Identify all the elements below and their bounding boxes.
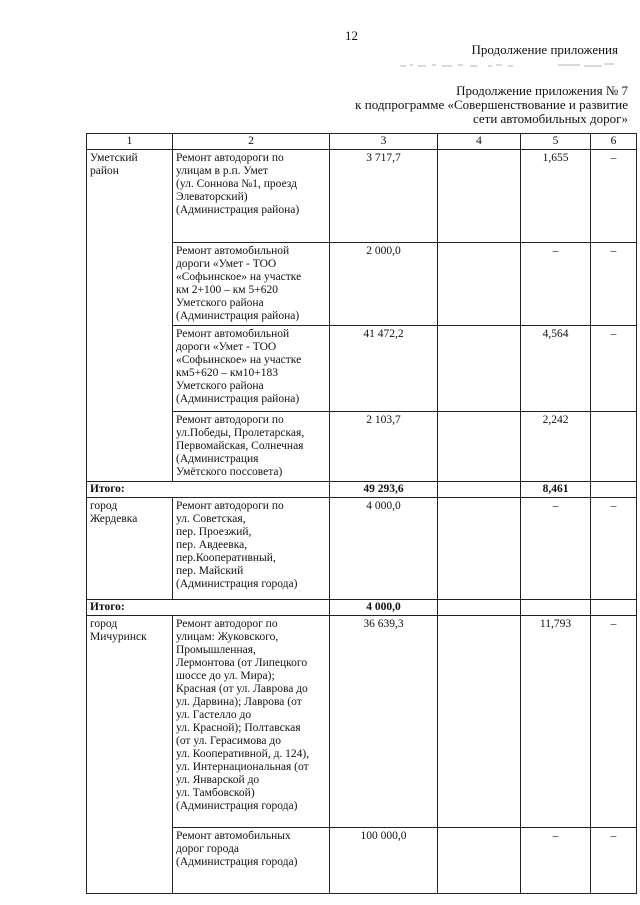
subprogram-line-1: к подпрограмме «Совершенствование и развитие	[355, 97, 628, 112]
column-5-cell: 4,564	[521, 326, 591, 412]
column-5-cell: 1,655	[521, 150, 591, 243]
total-label: Итого:	[87, 482, 330, 498]
amount-cell: 2 103,7	[330, 412, 438, 482]
district-cell: Уметский район	[87, 150, 173, 482]
table-row	[87, 498, 637, 600]
total-column-6	[591, 482, 637, 498]
column-6-cell: –	[591, 616, 637, 828]
column-4-cell	[438, 326, 521, 412]
column-4-cell	[438, 150, 521, 243]
column-6-cell: –	[591, 828, 637, 894]
scan-artifact	[398, 60, 616, 70]
column-4-cell	[438, 498, 521, 600]
column-6-cell: –	[591, 326, 637, 412]
total-column-5	[521, 600, 591, 616]
column-header: 5	[521, 134, 591, 150]
subprogram-line-2: сети автомобильных дорог»	[472, 111, 628, 126]
column-6-cell: –	[591, 150, 637, 243]
amount-cell: 2 000,0	[330, 243, 438, 326]
column-header: 1	[87, 134, 173, 150]
work-description-cell: Ремонт автомобильной дороги «Умет - ТОО «Софьинское» на участке км5+620 – км10+183 Уметского района (Администрация района)	[173, 326, 330, 412]
column-5-cell: 11,793	[521, 616, 591, 828]
amount-cell: 4 000,0	[330, 498, 438, 600]
total-label: Итого:	[87, 600, 330, 616]
column-5-cell: 2,242	[521, 412, 591, 482]
table-row	[87, 616, 637, 828]
column-header: 3	[330, 134, 438, 150]
total-amount: 4 000,0	[330, 600, 438, 616]
work-description-cell: Ремонт автодороги по ул. Советская, пер. Проезжий, пер. Авдеевка, пер.Кооперативный, пер. Майский (Администрация города)	[173, 498, 330, 600]
column-5-cell: –	[521, 498, 591, 600]
column-4-cell	[438, 412, 521, 482]
continuation-title: Продолжение приложения № 7	[456, 83, 628, 98]
total-column-4	[438, 482, 521, 498]
total-row	[87, 600, 637, 616]
column-6-cell: –	[591, 243, 637, 326]
work-description-cell: Ремонт автомобильных дорог города (Администрация города)	[173, 828, 330, 894]
appendix-table	[86, 133, 637, 894]
column-6-cell: –	[591, 498, 637, 600]
total-amount: 49 293,6	[330, 482, 438, 498]
amount-cell: 41 472,2	[330, 326, 438, 412]
work-description-cell: Ремонт автодорог по улицам: Жуковского, Промышленная, Лермонтова (от Липецкого шоссе до ул. Мира); Красная (от ул. Лаврова до ул. Дарвина); Лаврова (от ул. Гастелло до ул. Красной); Полтавская (от ул. Герасимова до ул. Кооперативной, д. 124), ул. Интернациональная (от ул. Январской до ул. Тамбовской) (Администрация города)	[173, 616, 330, 828]
amount-cell: 100 000,0	[330, 828, 438, 894]
amount-cell: 36 639,3	[330, 616, 438, 828]
total-column-5: 8,461	[521, 482, 591, 498]
amount-cell: 3 717,7	[330, 150, 438, 243]
column-5-cell: –	[521, 828, 591, 894]
total-row	[87, 482, 637, 498]
continuation-header	[355, 84, 628, 126]
column-number-row	[87, 134, 637, 150]
work-description-cell: Ремонт автодороги по ул.Победы, Пролетарская, Первомайская, Солнечная (Администрация Умётского поссовета)	[173, 412, 330, 482]
continuation-top: Продолжение приложения	[471, 42, 618, 57]
total-column-6	[591, 600, 637, 616]
column-header: 2	[173, 134, 330, 150]
column-4-cell	[438, 616, 521, 828]
column-5-cell: –	[521, 243, 591, 326]
column-4-cell	[438, 828, 521, 894]
total-column-4	[438, 600, 521, 616]
page-number: 12	[345, 28, 358, 43]
work-description-cell: Ремонт автомобильной дороги «Умет - ТОО «Софьинское» на участке км 2+100 – км 5+620 Уметского района (Администрация района)	[173, 243, 330, 326]
district-cell: город Мичуринск	[87, 616, 173, 894]
table-row	[87, 150, 637, 243]
district-cell: город Жердевка	[87, 498, 173, 600]
column-6-cell	[591, 412, 637, 482]
column-header: 4	[438, 134, 521, 150]
column-4-cell	[438, 243, 521, 326]
work-description-cell: Ремонт автодороги по улицам в р.п. Умет (ул. Соннова №1, проезд Элеваторский) (Администрация района)	[173, 150, 330, 243]
column-header: 6	[591, 134, 637, 150]
